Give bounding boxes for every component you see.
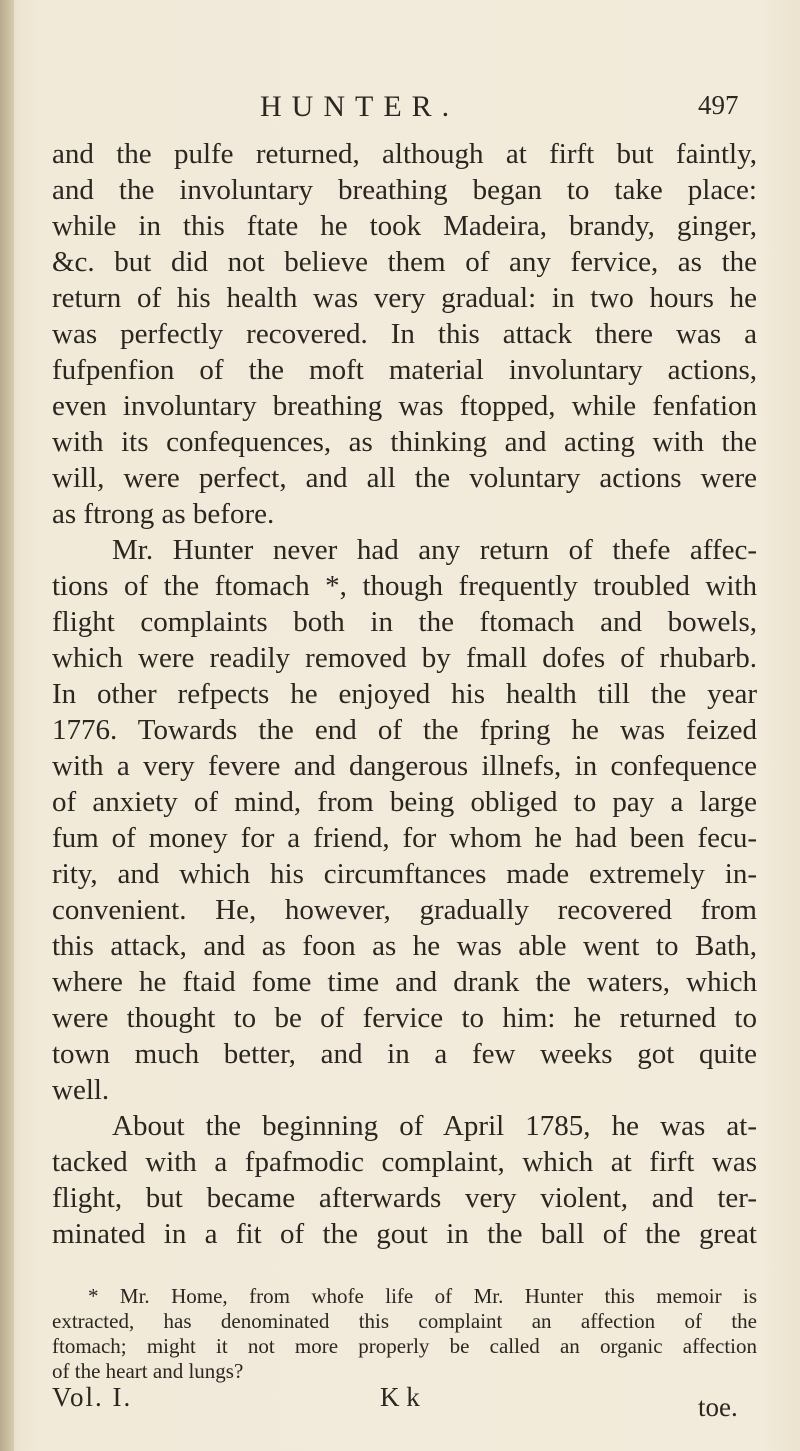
volume-marker: Vol. I.	[52, 1382, 133, 1412]
catchword: toe.	[698, 1392, 738, 1422]
text-line: In other refpects he enjoyed his health till the year	[52, 678, 757, 710]
footnote-line: of the heart and lungs?	[52, 1359, 244, 1383]
text-line: where he ftaid fome time and drank the waters, which	[52, 966, 757, 998]
text-line: &c. but did not believe them of any fervice, as the	[52, 246, 757, 278]
running-head: HUNTER.	[260, 90, 460, 123]
text-line: which were readily removed by fmall dofes of rhubarb.	[52, 642, 757, 674]
text-line: and the involuntary breathing began to take place:	[52, 174, 757, 206]
text-line: this attack, and as foon as he was able went to Bath,	[52, 930, 757, 962]
text-line: well.	[52, 1074, 110, 1106]
page-header	[0, 84, 800, 134]
footnote	[52, 1284, 757, 1384]
page-number: 497	[698, 90, 739, 120]
text-line: rity, and which his circumftances made extremely in-	[52, 858, 757, 890]
text-line: and the pulfe returned, although at firft but faintly,	[52, 138, 757, 170]
text-line: with a very fevere and dangerous illnefs, in confequence	[52, 750, 757, 782]
text-line: while in this ftate he took Madeira, brandy, ginger,	[52, 210, 757, 242]
text-line: tacked with a fpafmodic complaint, which at firft was	[52, 1146, 757, 1178]
page-footer	[52, 1382, 757, 1422]
text-line: minated in a fit of the gout in the ball of the great	[52, 1218, 757, 1250]
text-line: town much better, and in a few weeks got quite	[52, 1038, 757, 1070]
text-line: 1776. Towards the end of the fpring he was feized	[52, 714, 757, 746]
signature-mark: K k	[380, 1382, 420, 1412]
footnote-line: extracted, has denominated this complaint an affection of the	[52, 1309, 757, 1333]
text-line: fufpenfion of the moft material involuntary actions,	[52, 354, 757, 386]
text-line: flight, but became afterwards very violent, and ter-	[52, 1182, 757, 1214]
body-text	[52, 136, 757, 1252]
text-line: return of his health was very gradual: in two hours he	[52, 282, 757, 314]
text-line: convenient. He, however, gradually recovered from	[52, 894, 757, 926]
text-line: Mr. Hunter never had any return of thefe affec-	[112, 534, 757, 566]
text-line: fum of money for a friend, for whom he had been fecu-	[52, 822, 757, 854]
text-line: flight complaints both in the ftomach and bowels,	[52, 606, 757, 638]
footnote-line: * Mr. Home, from whofe life of Mr. Hunter this memoir is	[88, 1284, 757, 1308]
text-line: will, were perfect, and all the voluntary actions were	[52, 462, 757, 494]
text-line: tions of the ftomach *, though frequently troubled with	[52, 570, 757, 602]
footnote-line: ftomach; might it not more properly be called an organic affection	[52, 1334, 757, 1358]
text-line: as ftrong as before.	[52, 498, 275, 530]
page-gutter-shadow	[0, 0, 14, 1451]
text-line: About the beginning of April 1785, he was at-	[112, 1110, 757, 1142]
text-line: of anxiety of mind, from being obliged to pay a large	[52, 786, 757, 818]
text-line: with its confequences, as thinking and acting with the	[52, 426, 757, 458]
text-line: even involuntary breathing was ftopped, while fenfation	[52, 390, 757, 422]
text-line: were thought to be of fervice to him: he returned to	[52, 1002, 757, 1034]
text-line: was perfectly recovered. In this attack there was a	[52, 318, 757, 350]
